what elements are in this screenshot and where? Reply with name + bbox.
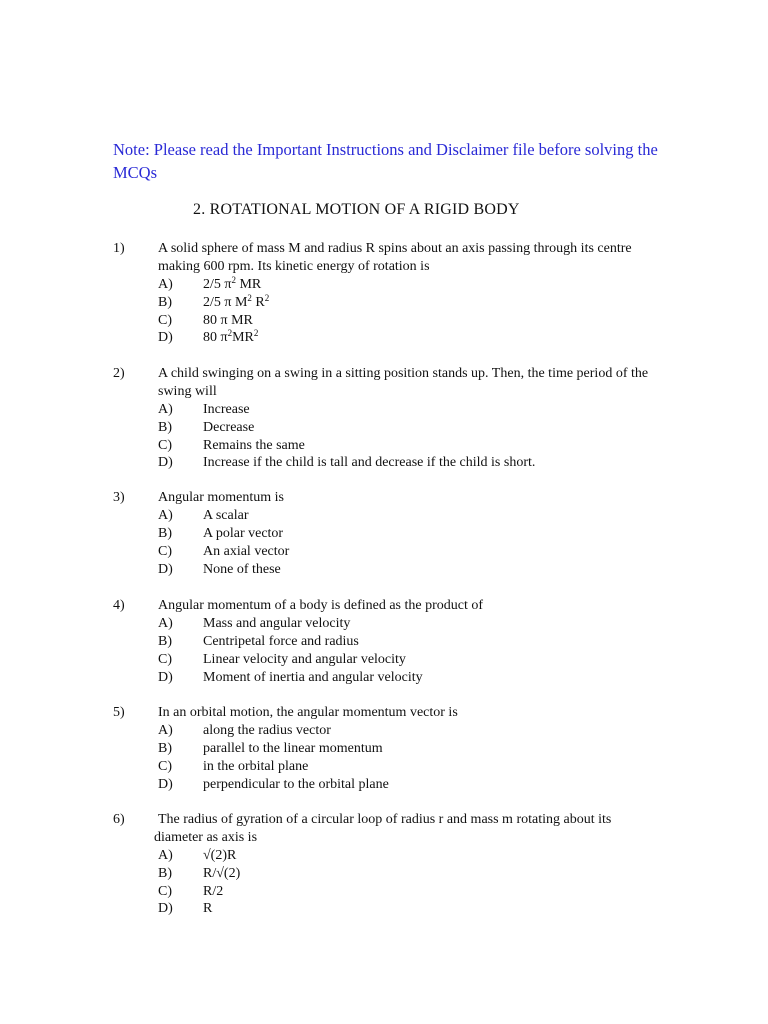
question-number: 1): [113, 241, 125, 256]
option-label: C): [158, 883, 172, 899]
option-d[interactable]: [158, 776, 673, 794]
question-number: 4): [113, 598, 125, 613]
option-label: A): [158, 722, 173, 738]
option-label: C): [158, 543, 172, 559]
option-text: Decrease: [203, 419, 255, 435]
question-2: [113, 365, 673, 472]
question-text: A solid sphere of mass M and radius R spins about an axis passing through its centre making 600 rpm. Its kinetic energy of rotation is: [158, 241, 632, 274]
option-text: A scalar: [203, 507, 249, 523]
option-d[interactable]: [158, 669, 673, 687]
option-a[interactable]: [158, 507, 673, 525]
option-label: B): [158, 419, 172, 435]
option-c[interactable]: [158, 883, 673, 901]
option-a[interactable]: [158, 722, 673, 740]
option-a[interactable]: [158, 276, 673, 294]
option-label: A): [158, 507, 173, 523]
option-label: C): [158, 437, 172, 453]
option-label: A): [158, 847, 173, 863]
question-number: 3): [113, 490, 125, 505]
option-text: perpendicular to the orbital plane: [203, 776, 389, 792]
option-label: D): [158, 455, 173, 471]
question-3: [113, 489, 673, 578]
option-c[interactable]: [158, 758, 673, 776]
option-text: Mass and angular velocity: [203, 615, 351, 631]
option-text: 80 π MR: [203, 312, 253, 328]
option-text: A polar vector: [203, 525, 284, 541]
option-a[interactable]: [158, 401, 673, 419]
option-label: A): [158, 276, 173, 292]
option-c[interactable]: [158, 651, 673, 669]
option-text: Linear velocity and angular velocity: [203, 651, 406, 667]
question-text: In an orbital motion, the angular momentum vector is: [158, 705, 458, 720]
option-d[interactable]: [158, 454, 673, 472]
question-5: [113, 704, 673, 793]
option-text: Increase if the child is tall and decrease if the child is short.: [203, 455, 536, 471]
option-text: None of these: [203, 561, 281, 577]
option-text: R/2: [203, 883, 224, 899]
option-label: C): [158, 651, 172, 667]
option-text: An axial vector: [203, 543, 290, 559]
option-label: B): [158, 294, 172, 310]
option-text: 2/5 $\pi^2$ MR: [203, 274, 262, 292]
option-label: B): [158, 865, 172, 881]
disclaimer-note-link[interactable]: Note: Please read the Important Instructions and Disclaimer file before solving the MCQs: [113, 140, 658, 182]
option-c[interactable]: [158, 543, 673, 561]
option-label: B): [158, 633, 172, 649]
question-6: [113, 811, 673, 918]
option-label: B): [158, 740, 172, 756]
option-text: along the radius vector: [203, 722, 331, 738]
option-label: A): [158, 615, 173, 631]
option-label: D): [158, 561, 173, 577]
option-text: in the orbital plane: [203, 758, 309, 774]
option-text: Remains the same: [203, 437, 305, 453]
option-label: A): [158, 401, 173, 417]
option-c[interactable]: [158, 437, 673, 455]
question-number: 5): [113, 705, 125, 720]
option-text: √(2)R: [203, 847, 237, 863]
question-number: 6): [113, 812, 125, 827]
chapter-title: 2. ROTATIONAL MOTION OF A RIGID BODY: [193, 201, 520, 218]
option-label: D): [158, 776, 173, 792]
option-b[interactable]: [158, 419, 673, 437]
option-text: 80 $\pi^2MR^2$: [203, 328, 259, 346]
option-text: Moment of inertia and angular velocity: [203, 669, 423, 685]
option-label: D): [158, 330, 173, 346]
option-text: R: [203, 901, 213, 917]
option-b[interactable]: [158, 525, 673, 543]
option-d[interactable]: [158, 561, 673, 579]
option-text: Increase: [203, 401, 250, 417]
question-4: [113, 597, 673, 686]
option-d[interactable]: [158, 329, 673, 347]
option-text: 2/5 π $M^2$ $R^2$: [203, 292, 270, 310]
option-a[interactable]: [158, 847, 673, 865]
option-text: R/√(2): [203, 865, 241, 881]
option-label: B): [158, 525, 172, 541]
question-text: Angular momentum is: [158, 490, 284, 505]
option-b[interactable]: [158, 740, 673, 758]
option-text: parallel to the linear momentum: [203, 740, 383, 756]
question-text: A child swinging on a swing in a sitting position stands up. Then, the time period of the swing will: [158, 366, 649, 399]
option-b[interactable]: [158, 294, 673, 312]
question-1: [113, 240, 673, 347]
option-label: D): [158, 669, 173, 685]
question-text: Angular momentum of a body is defined as the product of: [158, 598, 484, 613]
option-b[interactable]: [158, 633, 673, 651]
option-a[interactable]: [158, 615, 673, 633]
option-c[interactable]: [158, 312, 673, 330]
option-text: Centripetal force and radius: [203, 633, 359, 649]
option-label: C): [158, 312, 172, 328]
option-b[interactable]: [158, 865, 673, 883]
option-d[interactable]: [158, 900, 673, 918]
question-number: 2): [113, 366, 125, 381]
option-label: D): [158, 901, 173, 917]
option-label: C): [158, 758, 172, 774]
question-text: The radius of gyration of a circular loop of radius r and mass m rotating about its diameter as axis is: [154, 812, 612, 845]
